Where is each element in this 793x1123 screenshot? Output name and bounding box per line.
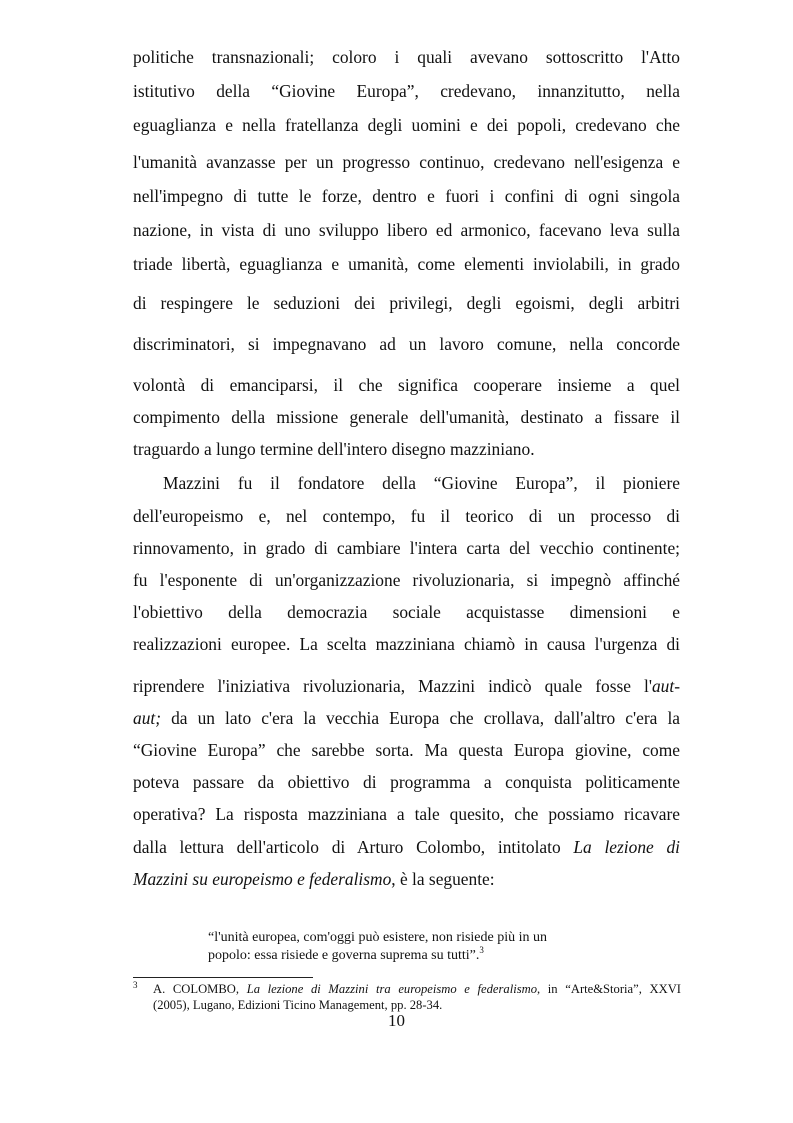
body-text-line: volontà di emanciparsi, il che significa cooperare insieme a quel: [133, 375, 680, 395]
footnote-separator: [133, 977, 313, 978]
body-text-line: dalla lettura dell'articolo di Arturo Colombo, intitolato La lezione di: [133, 837, 680, 857]
body-text-line: dell'europeismo e, nel contempo, fu il teorico di un processo di: [133, 506, 680, 526]
body-text-line: discriminatori, si impegnavano ad un lavoro comune, nella concorde: [133, 334, 680, 354]
block-quote-line: “l'unità europea, com'oggi può esistere, non risiede più in un: [208, 930, 548, 945]
body-text-line: riprendere l'iniziativa rivoluzionaria, Mazzini indicò quale fosse l'aut-: [133, 676, 680, 696]
footnote-text: (2005), Lugano, Edizioni Ticino Management, pp. 28-34.: [153, 998, 443, 1012]
footnote-number: 3: [133, 980, 138, 990]
body-text-line: Mazzini fu il fondatore della “Giovine Europa”, il pioniere: [163, 473, 680, 493]
body-text-line: aut; da un lato c'era la vecchia Europa che crollava, dall'altro c'era la: [133, 708, 680, 728]
body-text-line: poteva passare da obiettivo di programma a conquista politicamente: [133, 772, 680, 792]
body-text-line: nell'impegno di tutte le forze, dentro e fuori i confini di ogni singola: [133, 186, 680, 206]
body-text-line: “Giovine Europa” che sarebbe sorta. Ma questa Europa giovine, come: [133, 740, 680, 760]
italic-term: aut;: [133, 708, 162, 728]
footnote-reference[interactable]: 3: [479, 945, 484, 955]
block-quote-line: popolo: essa risiede e governa suprema su tutti”.$^3$: [208, 945, 484, 963]
italic-term: aut-: [651, 676, 680, 696]
footnote-text: A. COLOMBO, La lezione di Mazzini tra europeismo e federalismo, in “Arte&Storia”, XXVI: [153, 982, 681, 996]
body-text-line: politiche transnazionali; coloro i quali avevano sottoscritto l'Atto: [133, 47, 680, 67]
body-text-line: eguaglianza e nella fratellanza degli uomini e dei popoli, credevano che: [133, 115, 680, 135]
italic-title: La lezione di: [573, 837, 680, 857]
body-text-line: traguardo a lungo termine dell'intero disegno mazziniano.: [133, 439, 535, 459]
body-text-line: di respingere le seduzioni dei privilegi, degli egoismi, degli arbitri: [133, 293, 680, 313]
page-number: 10: [388, 1011, 405, 1030]
body-text-line: fu l'esponente di un'organizzazione rivoluzionaria, si impegnò affinché: [133, 570, 680, 590]
body-text-line: nazione, in vista di uno sviluppo libero ed armonico, facevano leva sulla: [133, 220, 680, 240]
body-text-line: istitutivo della “Giovine Europa”, credevano, innanzitutto, nella: [133, 81, 680, 101]
italic-title: Mazzini su europeismo e federalismo: [133, 869, 392, 889]
body-text-line: triade libertà, eguaglianza e umanità, come elementi inviolabili, in grado: [133, 254, 680, 274]
body-text-line: rinnovamento, in grado di cambiare l'intera carta del vecchio continente;: [133, 538, 680, 558]
body-text-line: realizzazioni europee. La scelta mazziniana chiamò in causa l'urgenza di: [133, 634, 680, 654]
body-text-line: compimento della missione generale dell'umanità, destinato a fissare il: [133, 407, 680, 427]
body-text-line: l'umanità avanzasse per un progresso continuo, credevano nell'esigenza e: [133, 152, 680, 172]
body-text-line: Mazzini su europeismo e federalismo, è la seguente:: [133, 869, 495, 889]
body-text-line: l'obiettivo della democrazia sociale acquistasse dimensioni e: [133, 602, 680, 622]
body-text-line: operativa? La risposta mazziniana a tale quesito, che possiamo ricavare: [133, 804, 680, 824]
